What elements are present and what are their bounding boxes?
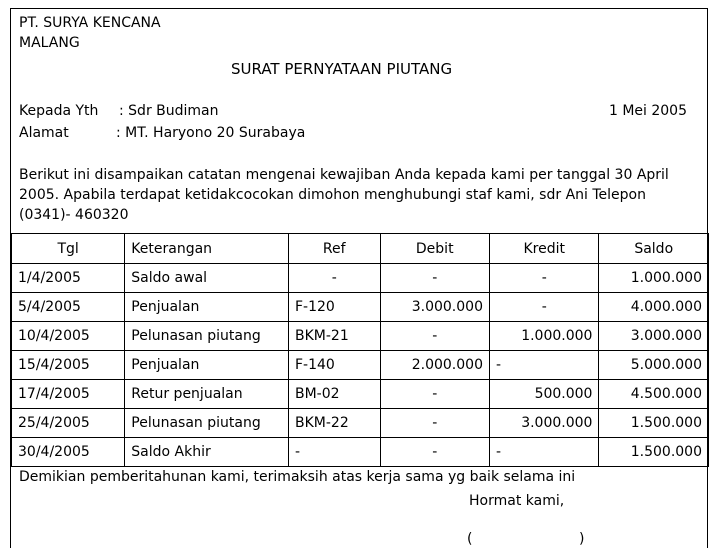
company-city: MALANG [19, 35, 80, 51]
column-header-tgl: Tgl [12, 234, 125, 264]
cell-keterangan: Pelunasan piutang [125, 409, 289, 438]
receivable-ledger-table [11, 233, 709, 467]
cell-saldo: 1.500.000 [599, 409, 709, 438]
column-header-debit: Debit [380, 234, 489, 264]
table-row [12, 264, 709, 293]
cell-kredit: 3.000.000 [489, 409, 598, 438]
cell-debit: - [380, 380, 489, 409]
address-value: : MT. Haryono 20 Surabaya [116, 125, 306, 141]
cell-keterangan: Saldo awal [125, 264, 289, 293]
cell-kredit: - [489, 293, 598, 322]
column-header-keterangan: Keterangan [125, 234, 289, 264]
cell-tgl: 1/4/2005 [12, 264, 125, 293]
cell-ref: - [289, 264, 381, 293]
cell-keterangan: Pelunasan piutang [125, 322, 289, 351]
closing-sentence: Demikian pemberitahunan kami, terimaksih atas kerja sama yg baik selama ini [19, 469, 576, 485]
cell-ref: F-120 [289, 293, 381, 322]
cell-kredit: - [489, 264, 598, 293]
recipient-label: Kepada Yth [19, 103, 99, 119]
table-row [12, 409, 709, 438]
table-row [12, 322, 709, 351]
signature-open-paren: ( [467, 531, 473, 547]
column-header-kredit: Kredit [489, 234, 598, 264]
company-header [19, 13, 161, 53]
statement-document [10, 8, 708, 548]
column-header-saldo: Saldo [599, 234, 709, 264]
cell-keterangan: Saldo Akhir [125, 438, 289, 467]
signature-close-paren: ) [579, 531, 585, 547]
cell-saldo: 1.000.000 [599, 264, 709, 293]
table-header-row [12, 234, 709, 264]
cell-kredit: 1.000.000 [489, 322, 598, 351]
signoff: Hormat kami, [469, 493, 565, 509]
intro-paragraph: Berikut ini disampaikan catatan mengenai kewajiban Anda kepada kami per tanggal 30 April 2005. Apabila terdapat ketidakcocokan dimohon menghubungi staf kami, sdr Ani Telepon (0341)- 460320 [19, 167, 669, 223]
cell-kredit: - [489, 351, 598, 380]
cell-tgl: 5/4/2005 [12, 293, 125, 322]
letter-title: SURAT PERNYATAAN PIUTANG [231, 60, 453, 78]
cell-ref: BM-02 [289, 380, 381, 409]
cell-debit: - [380, 322, 489, 351]
cell-saldo: 4.500.000 [599, 380, 709, 409]
cell-debit: 3.000.000 [380, 293, 489, 322]
cell-ref: F-140 [289, 351, 381, 380]
cell-tgl: 10/4/2005 [12, 322, 125, 351]
column-header-ref: Ref [289, 234, 381, 264]
cell-keterangan: Penjualan [125, 293, 289, 322]
table-row [12, 438, 709, 467]
cell-debit: - [380, 438, 489, 467]
cell-kredit: 500.000 [489, 380, 598, 409]
cell-saldo: 1.500.000 [599, 438, 709, 467]
cell-tgl: 15/4/2005 [12, 351, 125, 380]
cell-tgl: 25/4/2005 [12, 409, 125, 438]
table-row [12, 351, 709, 380]
cell-ref: BKM-22 [289, 409, 381, 438]
cell-kredit: - [489, 438, 598, 467]
cell-saldo: 5.000.000 [599, 351, 709, 380]
address-label: Alamat [19, 125, 69, 141]
cell-tgl: 30/4/2005 [12, 438, 125, 467]
table-row [12, 380, 709, 409]
recipient-name: : Sdr Budiman [119, 103, 219, 119]
letter-date: 1 Mei 2005 [608, 103, 687, 119]
cell-debit: - [380, 409, 489, 438]
cell-debit: - [380, 264, 489, 293]
cell-tgl: 17/4/2005 [12, 380, 125, 409]
cell-ref: BKM-21 [289, 322, 381, 351]
cell-keterangan: Penjualan [125, 351, 289, 380]
cell-ref: - [289, 438, 381, 467]
table-row [12, 293, 709, 322]
company-name: PT. SURYA KENCANA [19, 15, 161, 31]
cell-saldo: 3.000.000 [599, 322, 709, 351]
cell-saldo: 4.000.000 [599, 293, 709, 322]
cell-debit: 2.000.000 [380, 351, 489, 380]
cell-keterangan: Retur penjualan [125, 380, 289, 409]
